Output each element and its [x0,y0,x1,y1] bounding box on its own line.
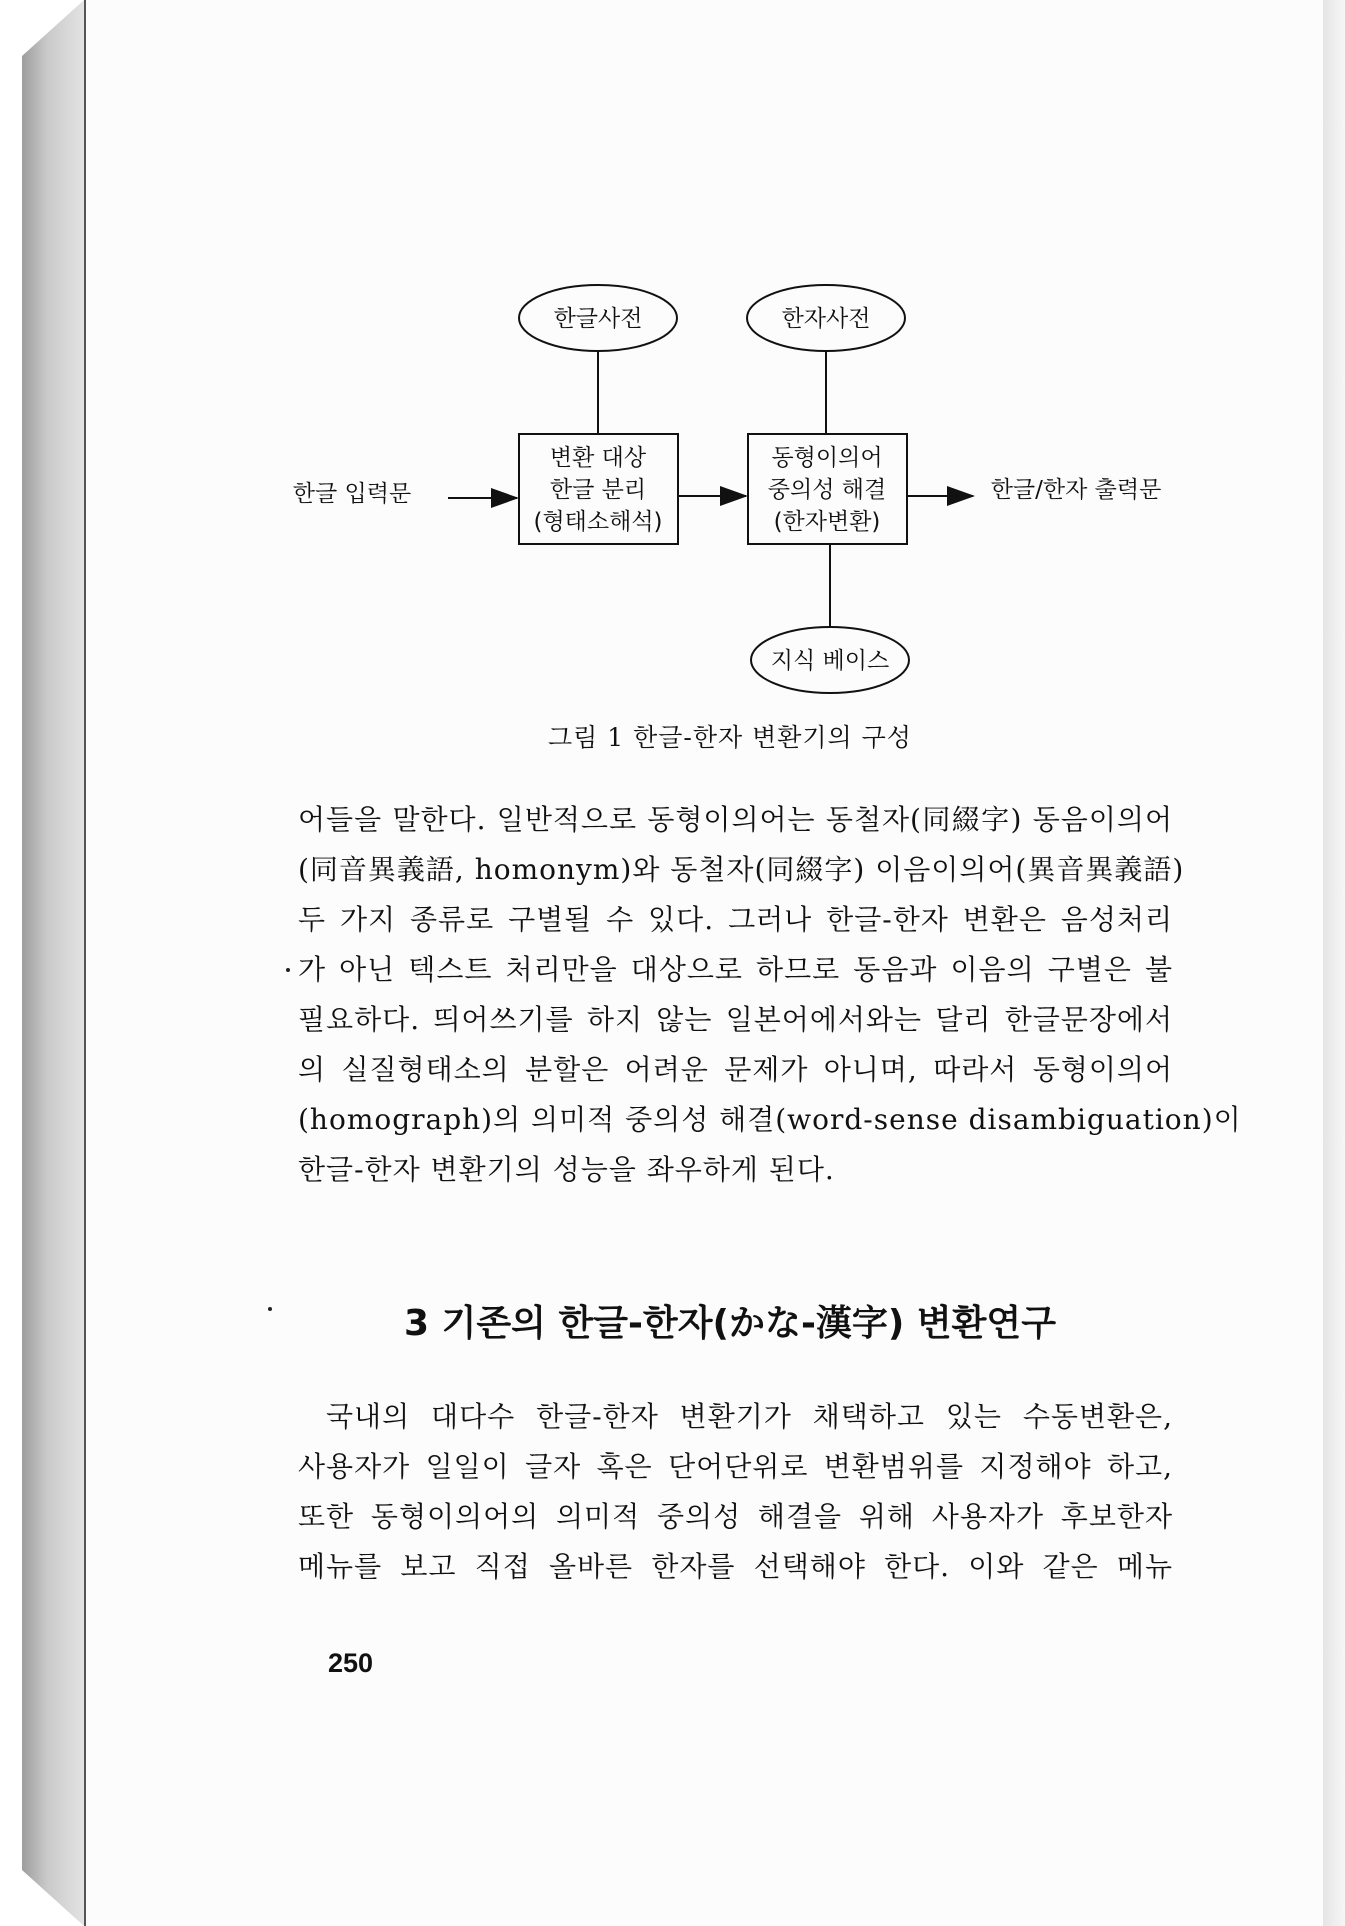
paragraph-line: 한글-한자 변환기의 성능을 좌우하게 된다. [298,1153,835,1186]
paragraph-1 [298,795,1242,1195]
paragraph-line: 두 가지 종류로 구별될 수 있다. 그러나 한글-한자 변환은 음성처리 [298,903,1173,936]
box1-line2: 한글 분리 [549,477,647,503]
paragraph-line: (homograph)의 의미적 중의성 해결(word-sense disambiguation)이 [298,1103,1242,1136]
section-heading: 3 기존의 한글-한자(かな-漢字) 변환연구 [404,1303,1056,1344]
paragraph-line: 가 아닌 텍스트 처리만을 대상으로 하므로 동음과 이음의 구별은 불 [298,953,1173,986]
output-label: 한글/한자 출력문 [990,477,1162,503]
paragraph-line: 사용자가 일일이 글자 혹은 단어단위로 변환범위를 지정해야 하고, [298,1450,1173,1483]
box1-line1: 변환 대상 [549,445,647,471]
paragraph-line: 필요하다. 띄어쓰기를 하지 않는 일본어에서와는 달리 한글문장에서 [298,1003,1173,1036]
figure-caption: 그림 1 한글-한자 변환기의 구성 [548,723,912,752]
paragraph-line: 또한 동형이의어의 의미적 중의성 해결을 위해 사용자가 후보한자 [298,1500,1173,1533]
paragraph-2 [298,1392,1173,1592]
paragraph-line: 어들을 말한다. 일반적으로 동형이의어는 동철자(同綴字) 동음이의어 [298,803,1173,836]
box2-line2: 중의성 해결 [767,477,887,503]
box1-line3: (형태소해석) [533,509,663,535]
hanja-dictionary-label: 한자사전 [781,306,871,332]
paragraph-line: 메뉴를 보고 직접 올바른 한자를 선택해야 한다. 이와 같은 메뉴 [298,1550,1173,1583]
speck [286,968,290,972]
page-number: 250 [328,1648,374,1678]
paragraph-line: 의 실질형태소의 분할은 어려운 문제가 아니며, 따라서 동형이의어 [298,1053,1173,1086]
speck [268,1307,272,1311]
box2-line1: 동형이의어 [771,445,883,471]
input-label: 한글 입력문 [292,481,412,507]
hangul-hanja-converter-diagram [0,0,1345,720]
paragraph-line: (同音異義語, homonym)와 동철자(同綴字) 이음이의어(異音異義語) [298,853,1185,886]
box2-line3: (한자변환) [773,509,881,535]
knowledge-base-label: 지식 베이스 [770,648,890,674]
hangul-dictionary-label: 한글사전 [553,306,643,332]
paragraph-line: 국내의 대다수 한글-한자 변환기가 채택하고 있는 수동변환은, [326,1400,1173,1433]
